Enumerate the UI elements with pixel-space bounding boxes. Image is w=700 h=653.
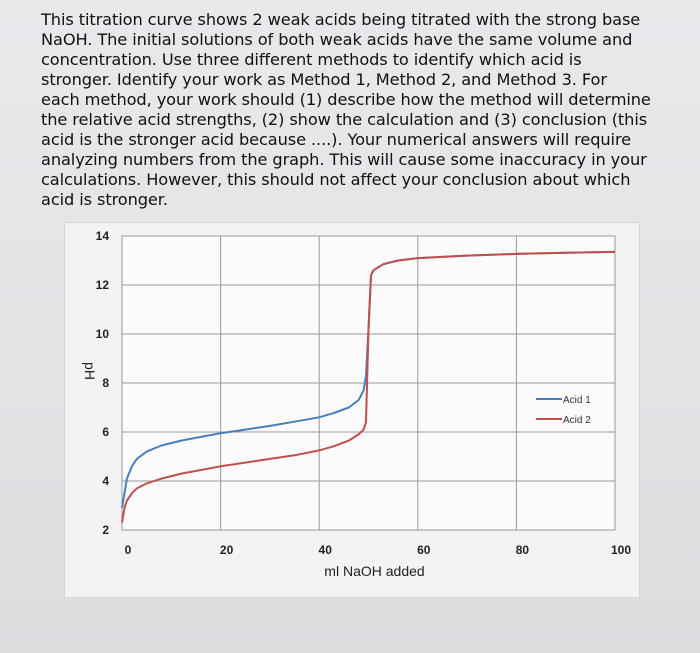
y-tick-label: 10 (95, 327, 109, 341)
legend-label: Acid 1 (563, 395, 591, 406)
y-axis-title: pH (82, 362, 98, 380)
chart-grid (122, 236, 615, 530)
question-line: calculations. However, this should not affect your conclusion about which (41, 170, 631, 189)
x-tick-label: 60 (417, 543, 431, 557)
question-line: This titration curve shows 2 weak acids being titrated with the strong base (41, 10, 641, 29)
question-line: the relative acid strengths, (2) show the calculation and (3) conclusion (this (41, 110, 648, 129)
question-line: acid is the stronger acid because ....). Your numerical answers will require (41, 130, 632, 149)
x-tick-label: 20 (219, 543, 234, 557)
y-tick-label: 6 (102, 425, 109, 439)
y-tick-label: 14 (95, 229, 109, 243)
y-tick-label: 12 (95, 278, 109, 292)
question-line: stronger. Identify your work as Method 1, Method 2, and Method 3. For (41, 70, 607, 89)
x-tick-label: 100 (610, 543, 632, 557)
question-line: acid is stronger. (41, 190, 168, 209)
y-tick-label: 8 (102, 376, 109, 390)
x-tick-label: 0 (124, 543, 132, 557)
y-tick-label: 2 (102, 523, 109, 537)
x-tick-label: 40 (318, 543, 332, 557)
question-line: analyzing numbers from the graph. This will cause some inaccuracy in your (41, 150, 647, 169)
x-tick-label: 80 (515, 543, 530, 557)
x-axis-title: ml NaOH added (324, 563, 425, 579)
question-line: NaOH. The initial solutions of both weak acids have the same volume and (41, 30, 633, 49)
legend-label: Acid 2 (563, 415, 591, 426)
question-line: concentration. Use three different methods to identify which acid is (41, 50, 582, 69)
y-tick-label: 4 (102, 474, 109, 488)
question-line: each method, your work should (1) describe how the method will determine (41, 90, 651, 109)
